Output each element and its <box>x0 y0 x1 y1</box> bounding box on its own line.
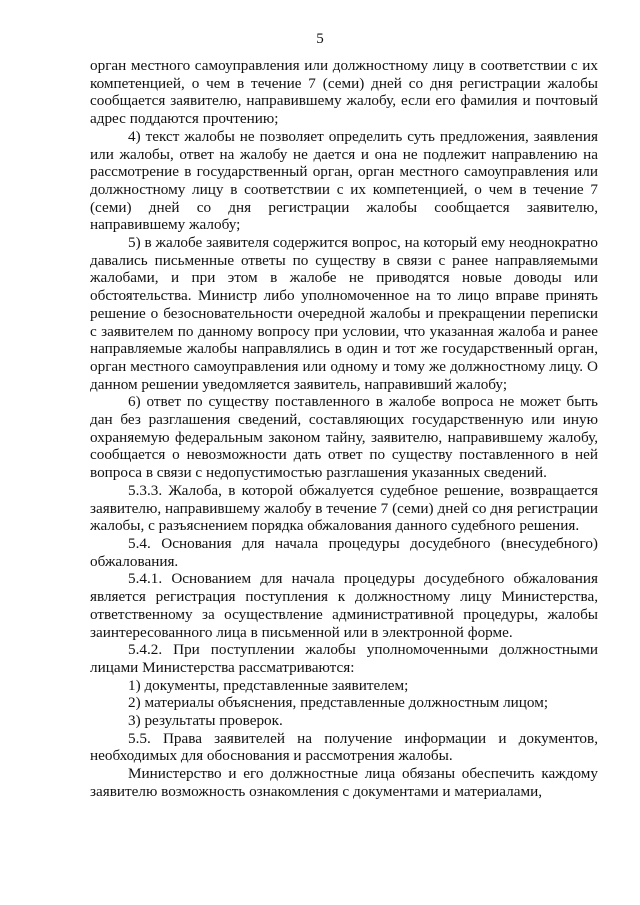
list-item-materials: 2) материалы объяснения, представленные должностным лицом; <box>128 694 549 712</box>
paragraph-5-5: 5.5. Права заявителей на получение информации и документов, необходимых для обоснования и рассмотрения жалобы. <box>90 729 598 765</box>
paragraph-item-5: 5) в жалобе заявителя содержится вопрос, на который ему неоднократно давались письменные ответы по существу в связи с ранее направляемыми жалобами, и при этом в жалобе не приводятся новые доводы или обстоятельства. Министр либо уполномоченное на то лицо вправе принять решение о безосновательности очередной жалобы и прекращении переписки с заявителем по данному вопросу при условии, что указанная жалоба и ранее направляемые жалобы направлялись в один и тот же государственный орган, орган местного самоуправления или одному и тому же должностному лицу. О данном решении уведомляется заявитель, направивший жалобу; <box>90 234 598 393</box>
list-item-results: 3) результаты проверок. <box>128 712 283 730</box>
paragraph-5-4: 5.4. Основания для начала процедуры досудебного (внесудебного) обжалования. <box>90 534 598 570</box>
paragraph-ministry-obligations: Министерство и его должностные лица обязаны обеспечить каждому заявителю возможность ознакомления с документами и материалами, <box>90 765 598 800</box>
paragraph-continuation: орган местного самоуправления или должностному лицу в соответствии с их компетенцией, о чем в течение 7 (семи) дней со дня регистрации жалобы сообщается заявителю, направившему жалобу, если его фамилия и почтовый адрес поддаются прочтению; <box>90 57 598 128</box>
paragraph-5-4-2: 5.4.2. При поступлении жалобы уполномоченными должностными лицами Министерства рассматриваются: <box>90 641 598 676</box>
paragraph-item-6: 6) ответ по существу поставленного в жалобе вопроса не может быть дан без разглашения сведений, составляющих государственную или иную охраняемую федеральным законом тайну, заявителю, направившему жалобу, сообщается о невозможности дать ответ по существу поставленного в ней вопроса в связи с недопустимостью разглашения указанных сведений. <box>90 393 598 482</box>
paragraph-5-4-1: 5.4.1. Основанием для начала процедуры досудебного обжалования является регистрация поступления к должностному лицу Министерства, ответственному за осуществление административной процедуры, жалобы заинтересованного лица в письменной или в электронной форме. <box>90 570 598 641</box>
paragraph-5-3-3: 5.3.3. Жалоба, в которой обжалуется судебное решение, возвращается заявителю, направившему жалобу в течение 7 (семи) дней со дня регистрации жалобы, с разъяснением порядка обжалования данного судебного решения. <box>90 481 598 535</box>
list-item-documents: 1) документы, представленные заявителем; <box>128 676 409 694</box>
document-body <box>90 57 598 801</box>
paragraph-item-4: 4) текст жалобы не позволяет определить суть предложения, заявления или жалобы, ответ на жалобу не дается и она не подлежит направлению на рассмотрение в государственный орган, орган местного самоуправления или должностному лицу в соответствии с их компетенцией, о чем в течение 7 (семи) дней со дня регистрации жалобы сообщается заявителю, направившему жалобу; <box>90 127 598 234</box>
page-number: 5 <box>316 31 324 47</box>
